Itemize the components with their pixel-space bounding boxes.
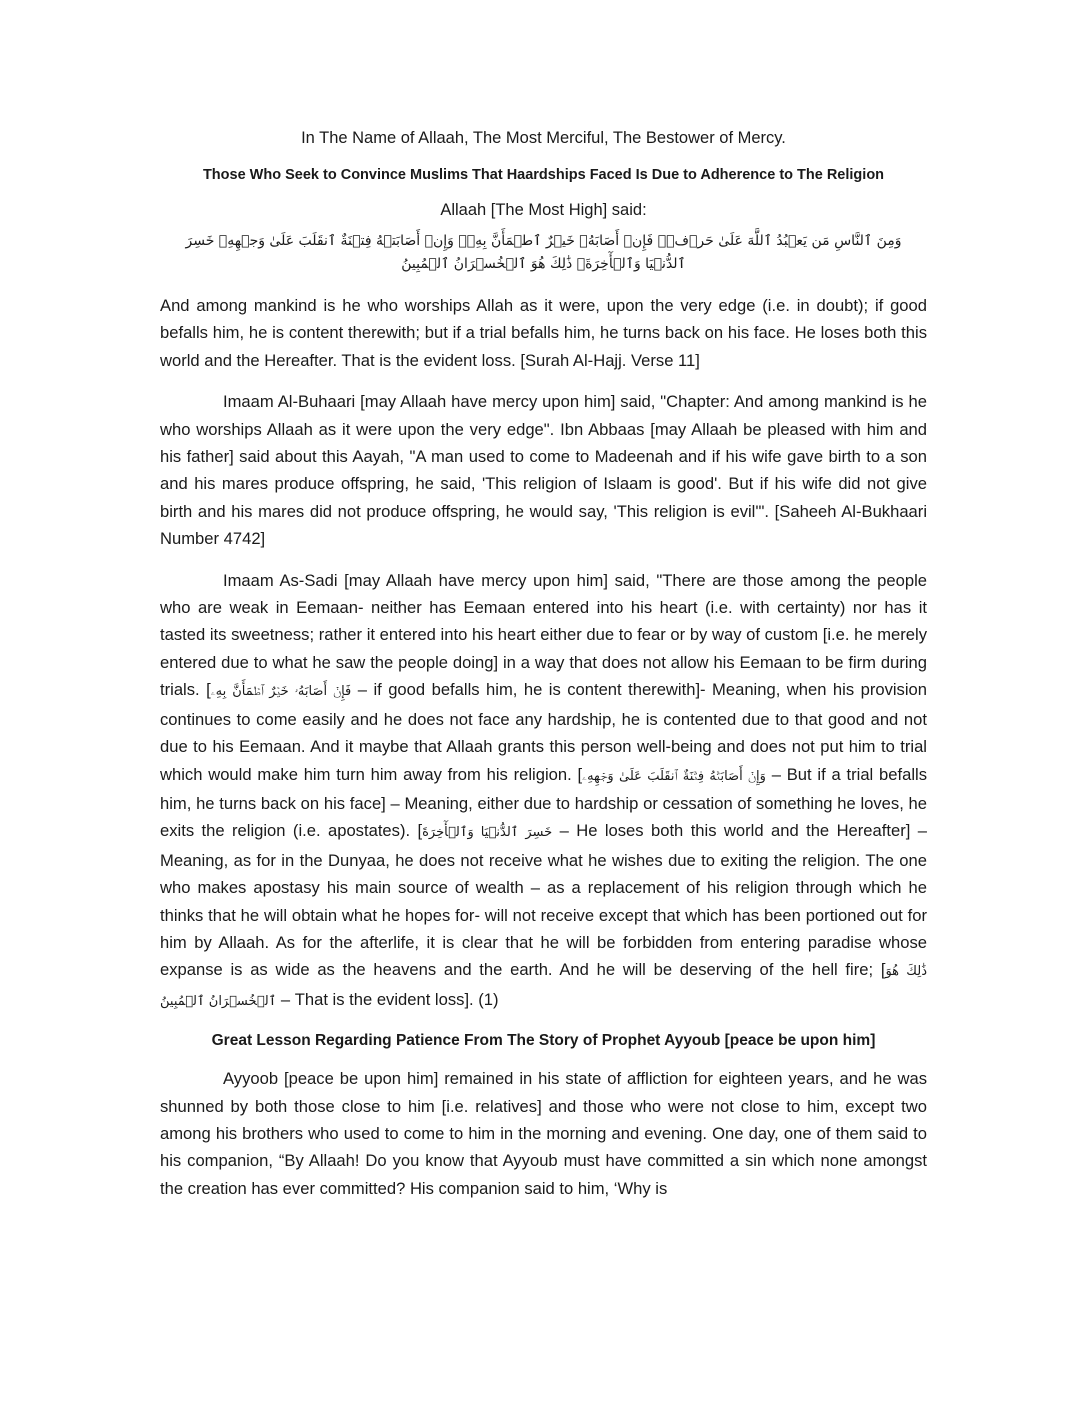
bismillah-line: In The Name of Allaah, The Most Merciful, The Bestower of Mercy.: [301, 129, 786, 147]
sadi-arabic-quote-3: خَسِرَ ٱلدُّنۡيَا وَٱلۡأٓخِرَةَ: [422, 825, 553, 841]
sadi-text-1: Imaam As-Sadi [may Allaah have mercy upon him] said, "There are those among the people who are weak in Eemaan- neither has Eemaan entered into his heart (i.e. with certainty) nor has it tasted its sweetness; rather it entered into his heart either due to fear or by way of custom [i.e. he merely entered due to what he saw the people doing] in a way that does not allow his Eemaan to be firm during trials. [: [160, 570, 927, 700]
section-heading: Great Lesson Regarding Patience From The Story of Prophet Ayyoub [peace be upon him]: [211, 1032, 876, 1050]
sadi-arabic-quote-1: فَإِنۡ أَصَابَهُۥ خَيۡرٌ ٱطۡمَأَنَّ بِهِۦ: [210, 684, 352, 700]
sadi-text-4: – He loses both this world and the Hereafter] – Meaning, as for in the Dunyaa, he does not receive what he wishes due to exiting the religion. The one who makes apostasy his main source of wealth – as a replacement of his religion through which he thinks that he will obtain what he hopes for- will not receive except that which has been portioned out for him by Allaah. As for the afterlife, it is clear that he will be forbidden from entering paradise whose expanse is as wide as the heavens and the earth. And he will be deserving of the hell fire; [: [160, 821, 927, 980]
bukhaari-paragraph: Imaam Al-Buhaari [may Allaah have mercy upon him] said, "Chapter: And among mankind is he who worships Allaah as it were upon the very edge". Ibn Abbaas [may Allaah be pleased with him and his father] said about this Aayah, "A man used to come to Madeenah and if his wife gave birth to a son and his mares produce offspring, he said, 'This religion of Islaam is good'. But if his wife did not give birth and his mares did not produce offspring, he would say, 'This religion is evil'". [Saheeh Al-Bukhaari Number 4742]: [160, 392, 927, 549]
sadi-paragraph: [160, 567, 927, 1016]
sadi-text-3: – But if a trial befalls him, he turns back on his face] – Meaning, either due to hardship or cessation of something he loves, he exits the religion (i.e. apostates). [: [160, 764, 927, 841]
sadi-arabic-quote-2: وَإِنۡ أَصَابَتۡهُ فِتۡنَةٌ ٱنقَلَبَ عَلَىٰ وَجۡهِهِۦ: [582, 768, 766, 784]
allaah-said-line: Allaah [The Most High] said:: [440, 201, 647, 219]
ayyoob-paragraph: Ayyoob [peace be upon him] remained in his state of affliction for eighteen years, and he was shunned by both those close to him [i.e. relatives] and those who were not close to him, except two among his brothers who used to come to him in the morning and evening. One day, one of them said to his companion, “By Allaah! Do you know that Ayyoub must have committed a sin which none amongst the creation has ever committed? His companion said to him, ‘Why is: [160, 1069, 927, 1198]
document-body: [160, 126, 927, 1216]
document-title: Those Who Seek to Convince Muslims That Haardships Faced Is Due to Adherence to The Religion: [202, 167, 885, 183]
sadi-text-5: – That is the evident loss]. (1): [276, 989, 499, 1009]
verse-translation: And among mankind is he who worships Allah as it were, upon the very edge (i.e. in doubt); if good befalls him, he is content therewith; but if a trial befalls him, he turns back on his face. He loses both this world and the Hereafter. That is the evident loss. [Surah Al-Hajj. Verse 11]: [160, 296, 927, 370]
arabic-verse: وَمِنَ ٱلنَّاسِ مَن يَعۡبُدُ ٱللَّهَ عَلَىٰ حَرۡفٖۖ فَإِنۡ أَصَابَهُۥ خَيۡرٌ ٱطۡمَأَنَّ بِهِۦۖ وَإِنۡ أَصَابَتۡهُ فِتۡنَةٌ ٱنقَلَبَ عَلَىٰ وَجۡهِهِۦ خَسِرَ ٱلدُّنۡيَا وَٱلۡأٓخِرَةَۚ ذَٰلِكَ هُوَ ٱلۡخُسۡرَانُ ٱلۡمُبِينُ: [185, 233, 902, 272]
sadi-text-2: – if good befalls him, he is content therewith]- Meaning, when his provision continues to come easily and he does not face any hardship, he is contented due to that good and not due to his Eemaan. And it maybe that Allaah grants this person well-being and does not put him to trial which would make him turn him away from his religion. [: [160, 680, 927, 784]
sadi-arabic-quote-4: ذَٰلِكَ هُوَ ٱلۡخُسۡرَانُ ٱلۡمُبِينُ: [160, 964, 927, 1009]
